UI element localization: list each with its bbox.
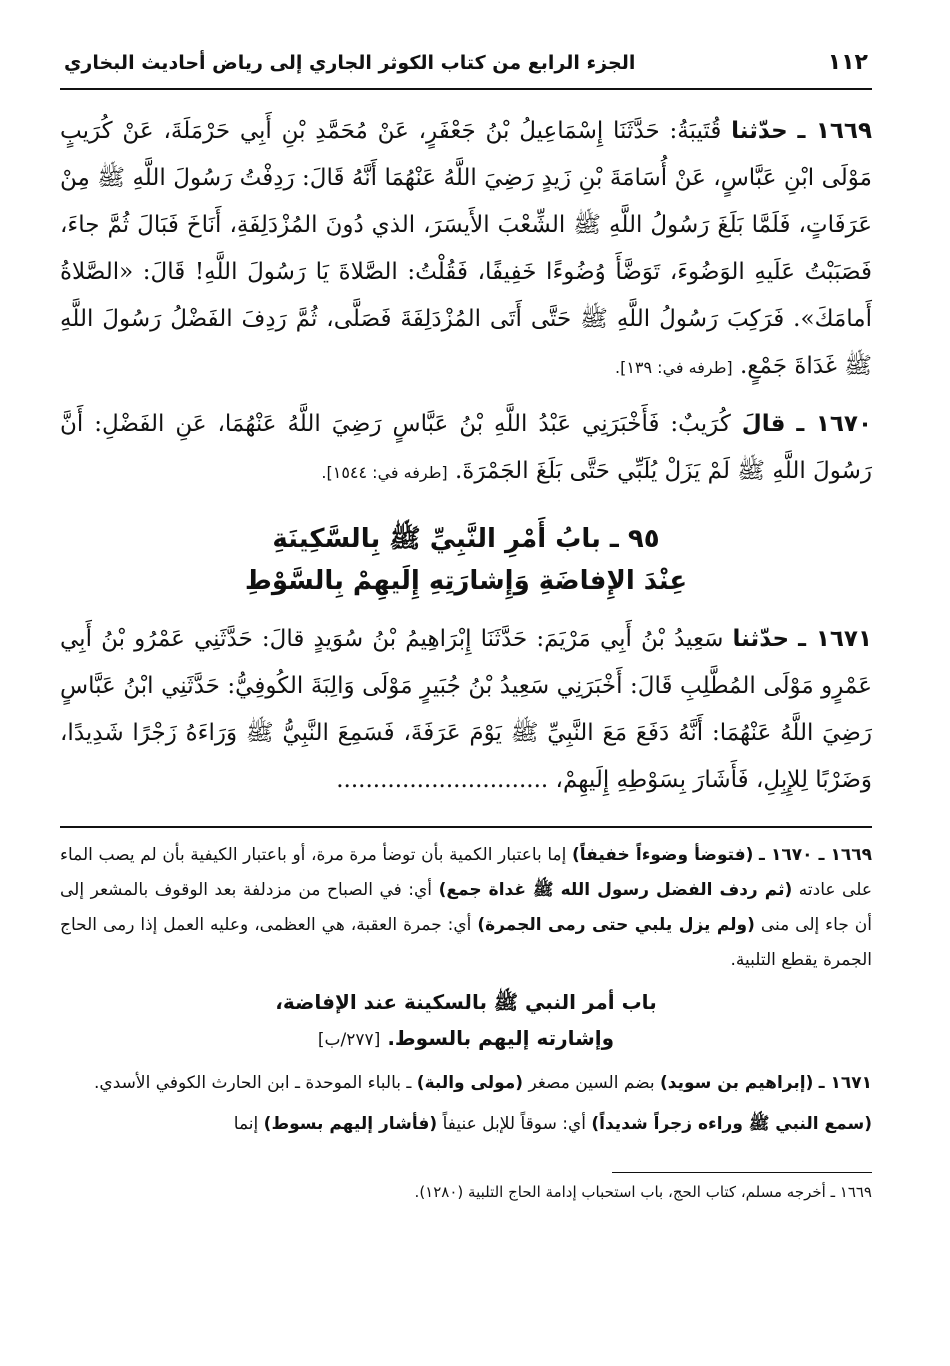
commentary-quote: (سمع النبي ﷺ وراءه زجراً شديداً) [591,1114,872,1134]
commentary-quote: (ولم يزل يلبي حتى رمى الجمرة) [477,915,755,935]
cross-reference: [طرفه في: ١٣٩]. [614,358,733,377]
commentary-divider [60,826,872,828]
commentary-quote: (فأشار إليهم بسوط) [263,1114,438,1134]
commentary-paragraph [60,1107,872,1142]
hadith-body: كُرَيبٌ: فَأَخْبَرَنِي عَبْدُ اللَّهِ بْنُ عَبَّاسٍ رَضِيَ اللَّهُ عَنْهُمَا، عَنِ الفَضْلِ: أَنَّ رَسُولَ اللَّهِ ﷺ لَمْ يَزَلْ يُلَبِّي حَتَّى بَلَغَ الجَمْرَةَ. [60,411,872,484]
hadith-1669 [60,108,872,391]
commentary-text: أي: في الصباح من مزدلفة بعد الوقوف بالمشعر إلى أن جاء إلى منى [60,880,872,935]
commentary-chapter-heading [60,984,872,1058]
commentary-number: ١٦٧١ ـ [818,1073,872,1093]
hadith-lead: حدّثنا [731,118,788,144]
commentary-paragraph [60,838,872,978]
hadith-1670 [60,401,872,496]
commentary-heading-line: وإشارته إليهم بالسوط. [387,1026,615,1050]
footnote: ١٦٦٩ ـ أخرجه مسلم، كتاب الحج، باب استحباب إدامة الحاج التلبية (١٢٨٠). [414,1183,872,1201]
commentary-text: ـ بالباء الموحدة ـ ابن الحارث الكوفي الأسدي. [94,1073,412,1093]
hadith-lead: حدّثنا [732,626,790,652]
hadith-body: سَعِيدُ بْنُ أَبِي مَرْيَمَ: حَدَّثَنَا إِبْرَاهِيمُ بْنُ سُوَيدٍ قالَ: حَدَّثَنِي عَمْرُو بْنُ أَبِي عَمْرٍو مَوْلَى المُطَّلِبِ قَالَ: أَخْبَرَنِي سَعِيدُ بْنُ جُبَيرٍ مَوْلَى وَالِبَةَ الكُوفِيُّ: حَدَّثَنِي ابْنُ عَبَّاسٍ رَضِيَ اللَّهُ عَنْهُمَا: أَنَّهُ دَفَعَ مَعَ النَّبِيِّ ﷺ يَوْمَ عَرَفَةَ، فَسَمِعَ النَّبِيُّ ﷺ وَرَاءَهُ زَجْرًا شَدِيدًا، وَضَرْبًا لِلإِبِلِ، فَأَشَارَ بِسَوْطِهِ إِلَيهِمْ، [60,626,872,793]
hadith-body: قُتَيبَةُ: حَدَّثَنَا إِسْمَاعِيلُ بْنُ جَعْفَرٍ، عَنْ مُحَمَّدِ بْنِ أَبِي حَرْمَلَةَ، عَنْ كُرَيبٍ مَوْلَى ابْنِ عَبَّاسٍ، عَنْ أُسَامَةَ بْنِ زَيدٍ رَضِيَ اللَّهُ عَنْهُمَا أَنَّهُ قَالَ: رَدِفْتُ رَسُولَ اللَّهِ ﷺ مِنْ عَرَفَاتٍ، فَلَمَّا بَلَغَ رَسُولُ اللَّهِ ﷺ الشِّعْبَ الأَيسَرَ، الذي دُونَ المُزْدَلِفَةِ، أَنَاخَ فَبَالَ ثُمَّ جاءَ، فَصَبَبْتُ عَلَيهِ الوَضُوءَ، تَوَضَّأَ وُضُوءًا خَفِيفًا، فَقُلْتُ: الصَّلاةَ يَا رَسُولَ اللَّهِ! قَالَ: «الصَّلاةُ أَمامَكَ». فَرَكِبَ رَسُولُ اللَّهِ ﷺ حَتَّى أَتَى المُزْدَلِفَةَ فَصَلَّى، ثُمَّ رَدِفَ الفَضْلُ رَسُولَ اللَّهِ ﷺ غَدَاةَ جَمْعٍ. [60,118,872,379]
continuation-dots: ............................. [336,767,549,793]
commentary-text: أي: سوقاً للإبل عنيفاً [442,1114,586,1134]
footnote-divider [612,1172,872,1173]
hadith-number: ١٦٧٠ ـ [796,411,873,437]
commentary-text: إما باعتبار الكمية بأن توضأ مرة مرة، أو باعتبار الكيفية بأن لم يصب الماء على عادته [60,845,872,900]
commentary-quote: (إبراهيم بن سويد) [660,1073,814,1093]
hadith-number: ١٦٦٩ ـ [797,118,873,144]
hadith-number: ١٦٧١ ـ [798,626,872,652]
commentary-text: أي: جمرة العقبة، هي العظمى، وعليه العمل إذا رمى الحاج الجمرة يقطع التلبية. [60,915,872,970]
commentary-quote: (ثم ردف الفضل رسول الله ﷺ غداة جمع) [438,880,793,900]
commentary-quote: (فتوضأ وضوءاً خفيفاً) [571,845,754,865]
hadith-1671 [60,616,872,804]
cross-reference: [طرفه في: ١٥٤٤]. [321,463,448,482]
page-number: ١١٢ [827,50,868,75]
page-header [60,50,872,90]
chapter-heading [60,518,872,602]
commentary-number: ١٦٦٩ ـ ١٦٧٠ ـ [759,845,873,865]
hadith-lead: قالَ [741,411,786,437]
book-page [60,50,872,1336]
chapter-heading-line: عِنْدَ الإِفاضَةِ وَإِشارَتِهِ إِلَيهِمْ بِالسَّوْطِ [244,566,688,596]
manuscript-folio-ref: [٢٧٧/ب] [317,1030,381,1050]
commentary-section [60,838,872,1142]
commentary-text: بضم السين مصغر [528,1073,655,1093]
commentary-paragraph [60,1066,872,1101]
commentary-text: إنما [233,1114,259,1134]
commentary-heading-line: باب أمر النبي ﷺ بالسكينة عند الإفاضة، [275,990,657,1014]
chapter-heading-line: ٩٥ ـ بابُ أَمْرِ النَّبِيِّ ﷺ بِالسَّكِينَةِ [272,524,660,554]
hadith-text-section [60,108,872,804]
commentary-quote: (مولى والبة) [416,1073,524,1093]
running-title: الجزء الرابع من كتاب الكوثر الجاري إلى رياض أحاديث البخاري [64,52,636,74]
